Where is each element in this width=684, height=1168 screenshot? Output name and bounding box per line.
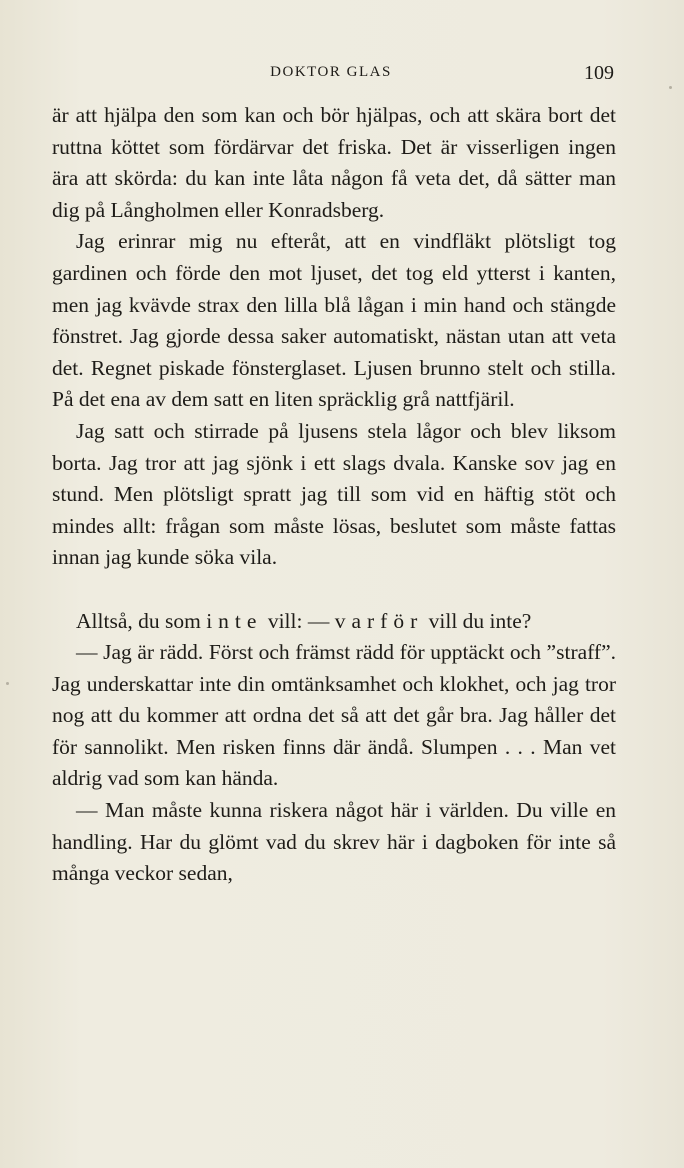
- emphasis-varfor: varför: [334, 608, 424, 633]
- running-head: [0, 62, 684, 86]
- paper-speck: [669, 86, 672, 89]
- paragraph-4-start: Alltså, du som: [76, 608, 201, 633]
- paragraph-4-mid: vill: —: [267, 608, 330, 633]
- paragraph-4-end: vill du inte?: [428, 608, 532, 633]
- paragraph-5: — Jag är rädd. Först och främst rädd för upptäckt och ”straff”. Jag underskattar inte din omtänksamhet och klokhet, och jag tror nog att du kommer att ordna det så att det går bra. Jag håller det för sannolikt. Men risken finns där ändå. Slumpen . . . Man vet aldrig vad som kan hända.: [52, 640, 616, 791]
- paragraph-1: är att hjälpa den som kan och bör hjälpas, och att skära bort det ruttna köttet som fördärvar det friska. Det är visserligen ingen ära att skörda: du kan inte låta någon få veta det, då sätter man dig på Långholmen eller Konradsberg.: [52, 103, 616, 222]
- paragraph-3: Jag satt och stirrade på ljusens stela lågor och blev liksom borta. Jag tror att jag sjönk i ett slags dvala. Kanske sov jag en stund. Men plötsligt spratt jag till som vid en häftig stöt och mindes allt: frågan som måste lösas, beslutet som måste fattas innan jag kunde söka vila.: [52, 418, 616, 570]
- paragraph-6: — Man måste kunna riskera något här i världen. Du ville en handling. Har du glömt vad du skrev här i dagboken för inte så många veckor sedan,: [52, 798, 616, 886]
- paragraph-2: Jag erinrar mig nu efteråt, att en vindfläkt plötsligt tog gardinen och förde den mot ljuset, det tog eld ytterst i kanten, men jag kvävde strax den lilla blå lågan i min hand och stängde fönstret. Jag gjorde dessa saker automatiskt, nästan utan att veta det. Regnet piskade fönsterglaset. Ljusen brunno stelt och stilla. På det ena av dem satt en liten spräcklig grå nattfjäril.: [52, 229, 616, 412]
- body-text: [52, 100, 616, 890]
- emphasis-inte: inte: [206, 608, 263, 633]
- page-number: 109: [584, 62, 614, 84]
- running-title: DOKTOR GLAS: [270, 64, 392, 80]
- paper-speck: [6, 682, 9, 685]
- paragraph-4: [52, 606, 616, 638]
- section-break: [52, 574, 616, 606]
